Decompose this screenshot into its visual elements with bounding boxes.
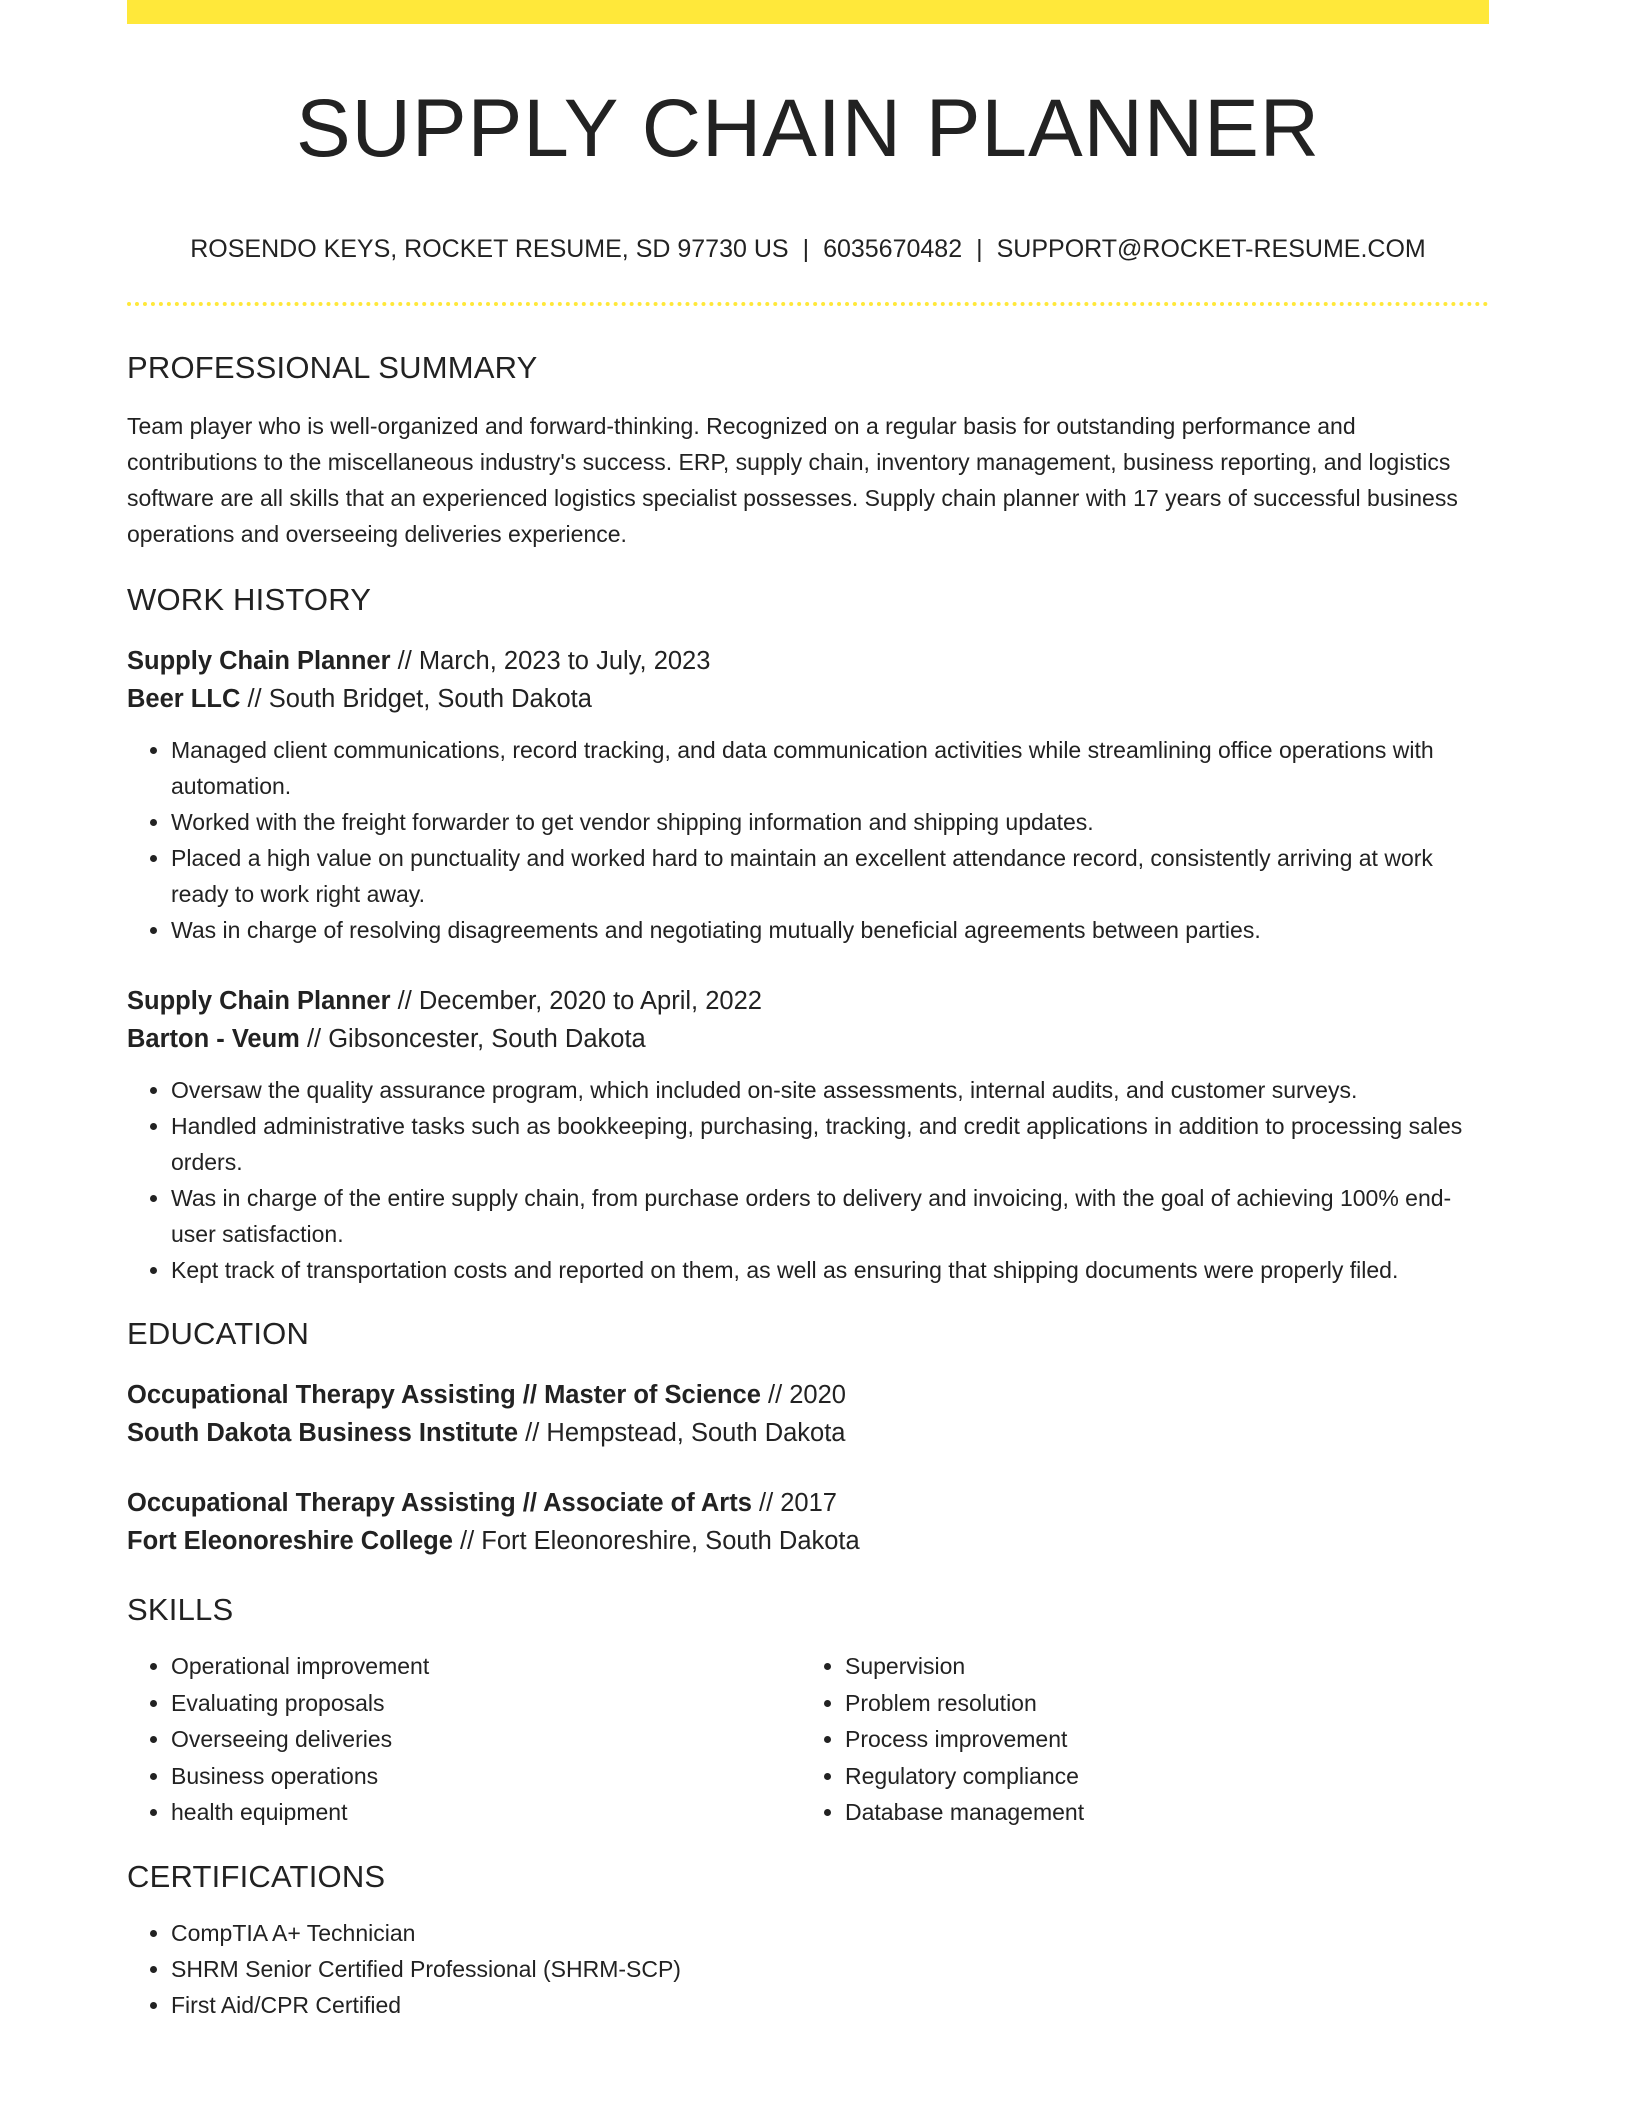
skills-list-right — [801, 1648, 1485, 1831]
job-company-line — [127, 680, 1489, 718]
education-degree-line — [127, 1376, 1489, 1414]
contact-address: ROSENDO KEYS, ROCKET RESUME, SD 97730 US — [190, 235, 789, 264]
education-year: // 2017 — [751, 1489, 837, 1518]
list-item: • First Aid/CPR Certified — [171, 1987, 1489, 2023]
job-company: Beer LLC — [127, 685, 241, 714]
list-item: • Oversaw the quality assurance program, which included on-site assessments, internal audits, and customer surveys. — [171, 1072, 1489, 1108]
education-school-line — [127, 1414, 1489, 1452]
education-degree-line — [127, 1484, 1489, 1522]
list-item: • Evaluating proposals — [171, 1685, 801, 1722]
job-title: Supply Chain Planner — [127, 647, 391, 676]
education-year: // 2020 — [760, 1381, 846, 1410]
job-title-line — [127, 982, 1489, 1020]
list-item: • Managed client communications, record tracking, and data communication activities while streamlining office operations with automation. — [171, 732, 1489, 804]
job-title: Supply Chain Planner — [127, 987, 391, 1016]
education-school-line — [127, 1522, 1489, 1560]
resume-title: SUPPLY CHAIN PLANNER — [295, 83, 1321, 174]
resume-page — [127, 0, 1489, 2023]
contact-email: SUPPORT@ROCKET-RESUME.COM — [996, 235, 1426, 264]
skills-columns — [127, 1648, 1489, 1831]
education-school: Fort Eleonoreshire College — [127, 1527, 453, 1556]
job-company-line — [127, 1020, 1489, 1058]
education-degree: Occupational Therapy Assisting // Master of Science — [127, 1381, 761, 1410]
dotted-divider — [127, 302, 1489, 306]
education-school: South Dakota Business Institute — [127, 1419, 519, 1448]
education-location: // Hempstead, South Dakota — [518, 1419, 846, 1448]
list-item: • health equipment — [171, 1794, 801, 1831]
summary-text: Team player who is well-organized and forward-thinking. Recognized on a regular basis for outstanding performance and contributions to the miscellaneous industry's success. ERP, supply chain, inventory management, business reporting, and logistics software are all skills that an experienced logistics specialist possesses. Supply chain planner with 17 years of successful business operations and overseeing deliveries experience. — [127, 413, 1458, 548]
job-dates: // December, 2020 to April, 2022 — [390, 987, 762, 1016]
job-location: // South Bridget, South Dakota — [240, 685, 592, 714]
education-entry — [127, 1376, 1489, 1452]
job-dates: // March, 2023 to July, 2023 — [390, 647, 711, 676]
list-item: • Business operations — [171, 1758, 801, 1795]
education-location: // Fort Eleonoreshire, South Dakota — [452, 1527, 860, 1556]
contact-phone: 6035670482 — [823, 235, 963, 264]
list-item: • Worked with the freight forwarder to get vendor shipping information and shipping updates. — [171, 804, 1489, 840]
education-entry — [127, 1484, 1489, 1560]
job-company: Barton - Veum — [127, 1025, 300, 1054]
list-item: • Overseeing deliveries — [171, 1721, 801, 1758]
list-item: • CompTIA A+ Technician — [171, 1915, 1489, 1951]
education-heading: EDUCATION — [127, 1316, 310, 1352]
list-item: • Regulatory compliance — [845, 1758, 1485, 1795]
list-item: • Handled administrative tasks such as bookkeeping, purchasing, tracking, and credit applications in addition to processing sales orders. — [171, 1108, 1489, 1180]
list-item: • SHRM Senior Certified Professional (SHRM-SCP) — [171, 1951, 1489, 1987]
list-item: • Operational improvement — [171, 1648, 801, 1685]
contact-separator: | — [802, 235, 810, 264]
list-item: • Kept track of transportation costs and reported on them, as well as ensuring that shipping documents were properly filed. — [171, 1252, 1489, 1288]
education-degree: Occupational Therapy Assisting // Associate of Arts — [127, 1489, 752, 1518]
list-item: • Problem resolution — [845, 1685, 1485, 1722]
job-bullets — [127, 1072, 1489, 1288]
work-history-heading: WORK HISTORY — [127, 582, 372, 618]
skills-heading: SKILLS — [127, 1592, 234, 1628]
contact-separator: | — [976, 235, 983, 264]
accent-bar — [127, 0, 1489, 24]
job-title-line — [127, 642, 1489, 680]
job-entry — [127, 642, 1489, 948]
certifications-list — [127, 1915, 1489, 2023]
list-item: • Database management — [845, 1794, 1485, 1831]
list-item: • Was in charge of resolving disagreements and negotiating mutually beneficial agreements between parties. — [171, 912, 1489, 948]
skills-list-left — [127, 1648, 801, 1831]
job-entry — [127, 982, 1489, 1288]
job-location: // Gibsoncester, South Dakota — [299, 1025, 646, 1054]
summary-heading: PROFESSIONAL SUMMARY — [127, 350, 538, 386]
certifications-heading: CERTIFICATIONS — [127, 1858, 386, 1894]
contact-line — [127, 234, 1489, 264]
list-item: • Was in charge of the entire supply chain, from purchase orders to delivery and invoicing, with the goal of achieving 100% end-user satisfaction. — [171, 1180, 1489, 1252]
list-item: • Process improvement — [845, 1721, 1485, 1758]
job-bullets — [127, 732, 1489, 948]
list-item: • Placed a high value on punctuality and worked hard to maintain an excellent attendance record, consistently arriving at work ready to work right away. — [171, 840, 1489, 912]
list-item: • Supervision — [845, 1648, 1485, 1685]
